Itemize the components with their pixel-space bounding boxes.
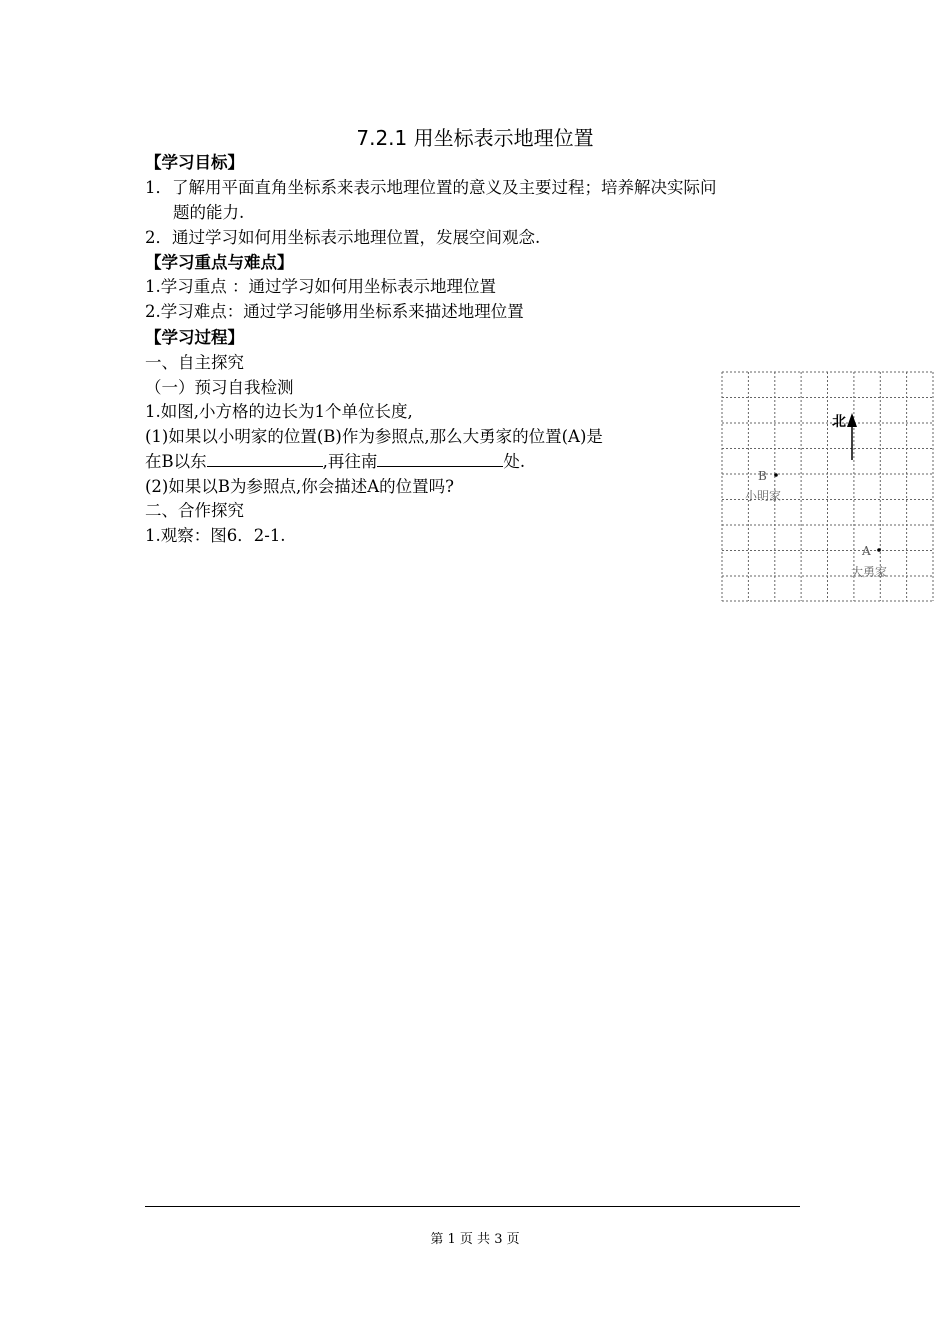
subsection-preview: （一）预习自我检测 xyxy=(145,378,294,397)
objectives-heading: 【学习目标】 xyxy=(145,153,244,172)
page-number: 第 1 页 共 3 页 xyxy=(430,1232,520,1247)
grid-lines xyxy=(722,372,933,601)
process-heading: 【学习过程】 xyxy=(145,328,244,347)
answer-blank-south[interactable] xyxy=(377,450,503,467)
key-points-heading: 【学习重点与难点】 xyxy=(145,253,294,272)
question-1-part-1: (1)如果以小明家的位置(B)作为参照点,那么大勇家的位置(A)是 xyxy=(145,427,603,446)
blank-suffix-text: 处. xyxy=(503,452,526,471)
key-point-item-2: 2.学习难点：通过学习能够用坐标系来描述地理位置 xyxy=(145,302,524,321)
point-a-marker xyxy=(877,548,881,552)
observe-item: 1.观察：图6．2-1. xyxy=(145,526,286,545)
north-arrow-icon xyxy=(847,413,857,460)
blank-middle-text: ,再往南 xyxy=(322,452,378,471)
question-1-part-2: (2)如果以B为参照点,你会描述A的位置吗? xyxy=(145,477,455,496)
point-b-marker xyxy=(774,473,778,477)
north-label: 北 xyxy=(832,414,846,430)
section-cooperative: 二、合作探究 xyxy=(145,501,244,520)
point-b-label: B xyxy=(758,469,767,483)
point-a-label: A xyxy=(862,544,871,558)
section-self-study: 一、自主探究 xyxy=(145,353,244,372)
key-point-item-1: 1.学习重点 ：通过学习如何用坐标表示地理位置 xyxy=(145,277,496,296)
answer-blank-east[interactable] xyxy=(207,450,323,467)
grid-map-figure xyxy=(720,370,935,603)
objective-item-2: 2．通过学习如何用坐标表示地理位置，发展空间观念. xyxy=(145,228,541,247)
blank-prefix-text: 在B以东 xyxy=(145,452,207,471)
objective-item-1: 1．了解用平面直角坐标系来表示地理位置的意义及主要过程；培养解决实际问 xyxy=(145,178,717,197)
objective-item-1-continued: 题的能力. xyxy=(173,203,245,222)
page-title: 7.2.1 用坐标表示地理位置 xyxy=(356,126,594,150)
question-1-part-1-blanks xyxy=(145,450,525,474)
point-a-name: 大勇家 xyxy=(851,565,888,579)
footer-divider xyxy=(145,1206,800,1207)
point-b-name: 小明家 xyxy=(745,489,782,503)
question-1: 1.如图,小方格的边长为1个单位长度, xyxy=(145,402,413,421)
